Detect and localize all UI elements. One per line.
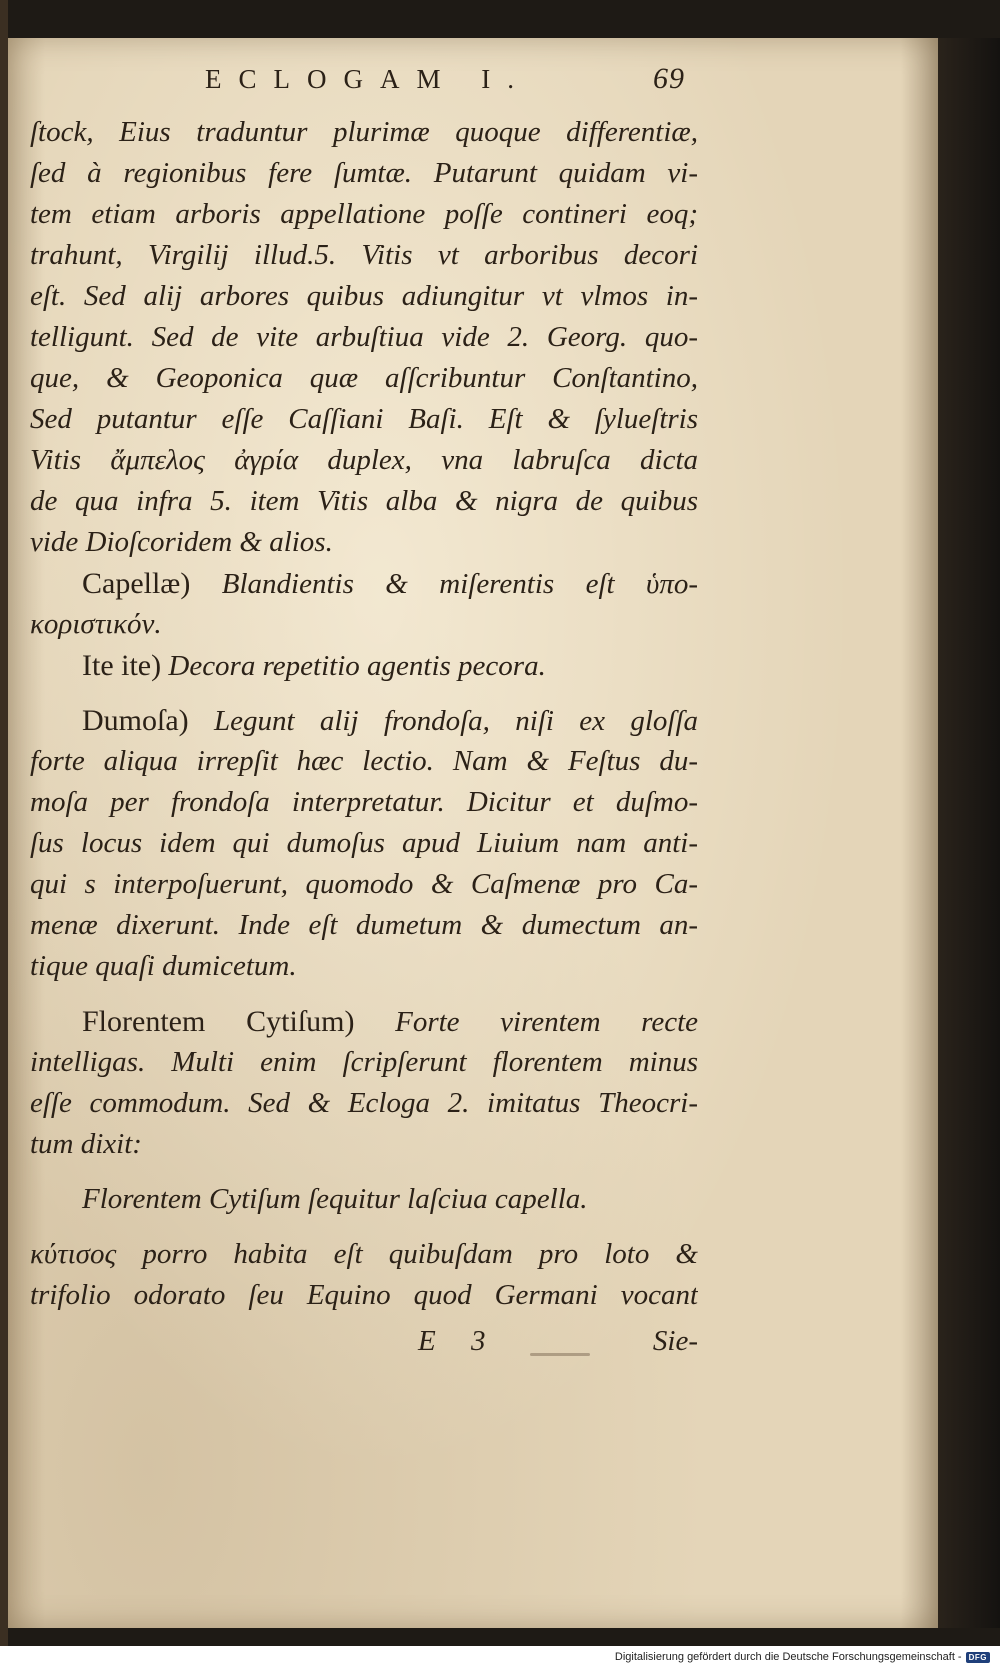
lemma: Dumoſa) <box>82 704 189 737</box>
text-line: Vitis ἄμπελος ἀγρία duplex, vna labruſca dicta <box>30 444 698 476</box>
text-line: tem etiam arboris appellatione poſſe contineri eoq; <box>30 198 698 230</box>
lemma-line <box>30 645 698 686</box>
text-line: menæ dixerunt. Inde eſt dumetum & dumectum an- <box>30 909 698 941</box>
text-line: eſt. Sed alij arbores quibus adiungitur vt vlmos in- <box>30 280 698 312</box>
text-line: ſtock, Eius traduntur plurimæ quoque differentiæ, <box>30 116 698 148</box>
text-line: tum dixit: <box>30 1128 142 1160</box>
running-head-title: ECLOGAM I. <box>205 64 531 94</box>
lemma: Capellæ) <box>82 567 191 600</box>
footer-bar <box>0 1646 1000 1673</box>
digitization-credit <box>615 1651 990 1663</box>
text-line: de qua infra 5. item Vitis alba & nigra de quibus <box>30 485 698 517</box>
text-line: moſa per frondoſa interpretatur. Dicitur et duſmo- <box>30 786 698 818</box>
lemma: Florentem Cytiſum) <box>82 1005 355 1038</box>
text-line: ſus locus idem qui dumoſus apud Liuium nam anti- <box>30 827 698 859</box>
gloss: Legunt alij frondoſa, niſi ex gloſſa <box>213 705 698 737</box>
text-line: intelligas. Multi enim ſcripſerunt florentem minus <box>30 1046 698 1078</box>
lemma-line <box>30 563 698 604</box>
catchword: Sie- <box>652 1325 698 1357</box>
text-line: qui s interpoſuerunt, quomodo & Caſmenæ pro Ca- <box>30 868 698 900</box>
text-line: tique quaſi dumicetum. <box>30 950 297 982</box>
text-line: ſed à regionibus fere ſumtæ. Putarunt quidam vi- <box>30 157 698 189</box>
text-line: telligunt. Sed de vite arbuſtiua vide 2. Georg. quo- <box>30 321 698 353</box>
text-line: vide Dioſcoridem & alios. <box>30 526 333 558</box>
book-gutter <box>938 38 1000 1628</box>
running-head <box>205 62 685 96</box>
credit-text: Digitalisierung gefördert durch die Deutsche Forschungsgemeinschaft - <box>614 1651 962 1663</box>
scan-edge <box>0 0 8 1673</box>
lemma-line <box>30 700 698 741</box>
gloss: Blandientis & miſerentis eſt ὑπο- <box>221 568 698 600</box>
page-number: 69 <box>653 62 685 95</box>
text-line: que, & Geoponica quæ aſſcribuntur Conſtantino, <box>30 362 698 394</box>
text-line: trifolio odorato ſeu Equino quod Germani vocant <box>30 1279 698 1311</box>
lemma: Ite ite) <box>82 649 162 682</box>
gloss: Decora repetitio agentis pecora. <box>168 650 546 682</box>
ink-smudge <box>530 1353 590 1356</box>
gloss: Forte virentem recte <box>395 1006 698 1038</box>
text-line: κοριστικόν. <box>30 608 162 640</box>
verse-quotation: Florentem Cytiſum ſequitur laſciua capella. <box>82 1183 588 1215</box>
text-line: κύτισος porro habita eſt quibuſdam pro loto & <box>30 1238 698 1270</box>
signature-mark: E 3 <box>418 1325 500 1357</box>
text-line: Sed putantur eſſe Caſſiani Baſi. Eſt & ſylueſtris <box>30 403 698 435</box>
dfg-logo-icon: DFG <box>966 1652 990 1663</box>
text-line: eſſe commodum. Sed & Ecloga 2. imitatus Theocri- <box>30 1087 698 1119</box>
lemma-line <box>30 1001 698 1042</box>
signature-line <box>30 1325 698 1365</box>
text-line: trahunt, Virgilij illud.5. Vitis vt arboribus decori <box>30 239 698 271</box>
text-line: forte aliqua irrepſit hæc lectio. Nam & Feſtus du- <box>30 745 698 777</box>
text-block <box>30 112 698 1316</box>
